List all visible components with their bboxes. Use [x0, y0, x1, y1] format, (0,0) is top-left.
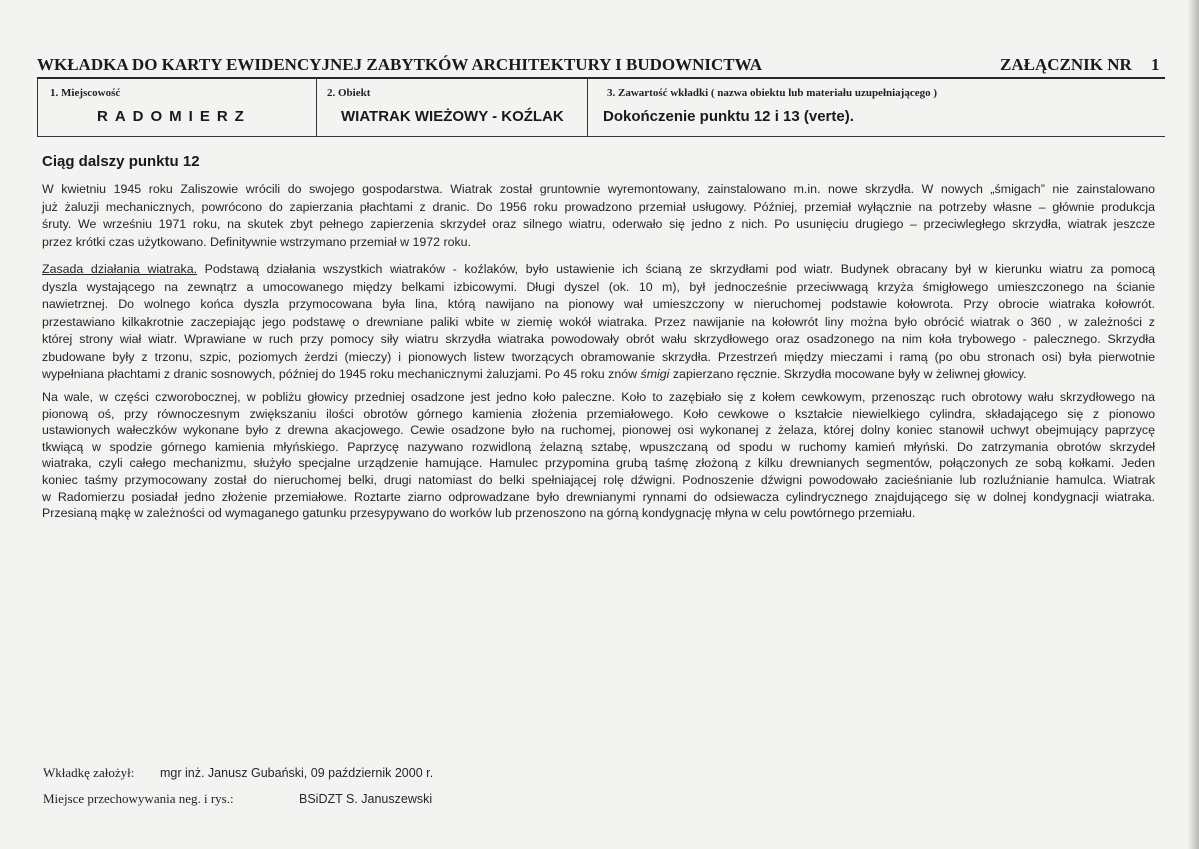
contents-value: Dokończenie punktu 12 i 13 (verte).: [603, 108, 854, 125]
text-line: przestawiano kilkakrotnie zaczepiając jego podstawę o drewniane paliki wbite w ziemię wokół wiatraka. Przez nawijanie na kołowrót liny można było obrócić wiatrak o 360 , w zależności z: [42, 314, 1155, 329]
text-line: tkwiącą w spodzie górnego kamienia młyńskiego. Paprzycę nazywano rozwidloną żelazną sztabę, wpuszczaną od spodu w ruchomy kamień młyński. Do zatrzymania obrotów skrzydeł: [42, 439, 1155, 454]
text-line: dyszla wystającego na zewnątrz a umocowanego między belkami izbicowymi. Długi dyszel (ok. 10 m), był jednocześnie przeciwwagą krzyża śmigłowego umieszczonego na ścianie: [42, 279, 1155, 294]
italic-term: śmigi: [640, 367, 670, 381]
attachment-label: ZAŁĄCZNIK NR: [1000, 55, 1132, 74]
text-line: W kwietniu 1945 roku Zaliszowie wrócili do swojego gospodarstwa. Wiatrak został gruntownie wyremontowany, zainstalowano m.in. nowe skrzydła. W nowych „śmigach” nie zainstalowano: [42, 182, 1155, 196]
text-segment: zapierzano ręcznie. Skrzydła mocowane były w żeliwnej głowicy.: [669, 367, 1027, 381]
text-line: ustawionych wałeczków wykonane było z drewna akacjowego. Cewie osadzone było na ruchomej, pionowej osi wykonanej z żelaza, której dolny koniec stanowił uchwyt obejmujący paprzycę: [42, 423, 1155, 438]
attachment-number: 1: [1151, 55, 1160, 74]
text-line: Przesianą mąkę w zależności od wymaganego gatunku przesypywano do worków lub przenoszono na górną kondygnację młyna w celu powtórnego przemiału.: [42, 506, 916, 521]
text-segment: Podstawą działania wszystkich wiatraków - koźlaków, było ustawienie ich ścianą ze skrzydłami pod wiatr. Budynek obracany był w kierunku wiatru za pomocą: [197, 262, 1155, 276]
text-line: pionową oś, przy równoczesnym zwiększaniu ilości obrotów górnego kamienia złożenia przemiałowego. Koło cewkowe o kształcie niewielkiego cylindra, składającego się z pionowo: [42, 406, 1155, 421]
text-line: koniec taśmy przymocowany został do nieruchomej belki, drugi natomiast do belki spełniającej rolę dźwigni. Podnoszenie dźwigni powodowało zacieśnianie lub rozluźnianie hamulca. Wiatrak: [42, 472, 1155, 487]
text-line: [42, 261, 1155, 279]
text-line: w Radomierzu posiadał jedno złożenie przemiałowe. Roztarte ziarno odprowadzane było drewnianymi rynnami do odsiewacza cylindrycznego znajdującego się w dolnej kondygnacji wiatraka.: [42, 489, 1155, 504]
text-line: już żaluzji mechanicznych, powrócono do zapierzania płachtami z dranic. Do 1956 roku prowadzono przemiał usługowy. Później, przemiał wyłącznie na potrzeby własne – głównie produkcja: [42, 199, 1155, 214]
paragraph-operating-principle: [42, 261, 1155, 384]
object-label: 2. Obiekt: [327, 87, 371, 99]
section-heading: Ciąg dalszy punktu 12: [42, 153, 200, 170]
table-top-rule: [37, 77, 1165, 79]
contents-label: 3. Zawartość wkładki ( nazwa obiektu lub materiału uzupełniającego ): [607, 87, 938, 99]
text-line: Na wale, w części czworobocznej, w pobliżu głowicy przedniej osadzone jest jedno koło paleczne. Koło to zazębiało się z kołem cewkowym, przenosząc ruch obrotowy wału skrzydłowego na: [42, 390, 1155, 404]
table-left-border: [37, 78, 38, 136]
table-column-divider: [316, 78, 317, 136]
location-value: RADOMIERZ: [97, 108, 251, 125]
object-value: WIATRAK WIEŻOWY - KOŹLAK: [341, 108, 564, 125]
text-line: przez krótki czas użytkowano. Definitywnie wstrzymano przemiał w 1972 roku.: [42, 234, 472, 249]
location-label: 1. Miejscowość: [50, 87, 121, 99]
text-line: [42, 366, 1155, 384]
table-bottom-rule: [37, 136, 1165, 137]
paragraph-mechanism: [42, 389, 1155, 522]
storage-label: Miejsce przechowywania neg. i rys.:: [43, 791, 234, 806]
scan-edge-shadow: [1188, 0, 1199, 849]
text-line: nawietrznej. Do wolnego końca dyszla przymocowana była lina, którą nawijano na pionowy wał umieszczony w nieruchomej podstawie kołowrota. Przy obrocie wiatraka kołowrót.: [42, 297, 1155, 311]
form-title: WKŁADKA DO KARTY EWIDENCYJNEJ ZABYTKÓW ARCHITEKTURY I BUDOWNICTWA: [37, 55, 763, 74]
text-line: której strony wiał wiatr. Wprawiane w ruch przy pomocy siły wiatru skrzydła wiatraka powodowały obrót wału skrzydłowego oraz osadzonego na nim koła trybowego - palecznego. Skrzydła: [42, 332, 1155, 346]
text-line: śruty. We wrześniu 1971 roku, na skutek zbyt pełnego zapierzenia skrzydeł oraz silnego wiatru, oderwało się jedno z nich. Po usunięciu drugiego – przeciwległego skrzydła, wiatrak jeszcze: [42, 217, 1155, 231]
paragraph-history: [42, 181, 1155, 251]
text-segment: wypełniana płachtami z dranic sosnowych, później do 1945 roku mechanicznymi żaluzjami. Po 45 roku znów: [42, 367, 641, 381]
table-column-divider: [587, 78, 588, 136]
created-by-value: mgr inż. Janusz Gubański, 09 październik 2000 r.: [160, 766, 434, 780]
created-by-label: Wkładkę założył:: [43, 765, 135, 780]
storage-value: BSiDZT S. Januszewski: [299, 792, 433, 806]
underlined-lead: Zasada działania wiatraka.: [42, 262, 198, 276]
text-line: zbudowane były z trzonu, szpic, poziomych żerdzi (mieczy) i pionowych listew tworzących obramowanie skrzydła. Przestrzeń między mieczami i ramą (po obu stronach osi) była pierwotnie: [42, 349, 1155, 364]
text-line: wiatraka, czyli całego mechanizmu, służyło specjalne urządzenie hamujące. Hamulec przypomina grubą taśmę złożoną z kilku drewnianych segmentów, połączonych ze sobą kołkami. Jeden: [42, 456, 1155, 471]
